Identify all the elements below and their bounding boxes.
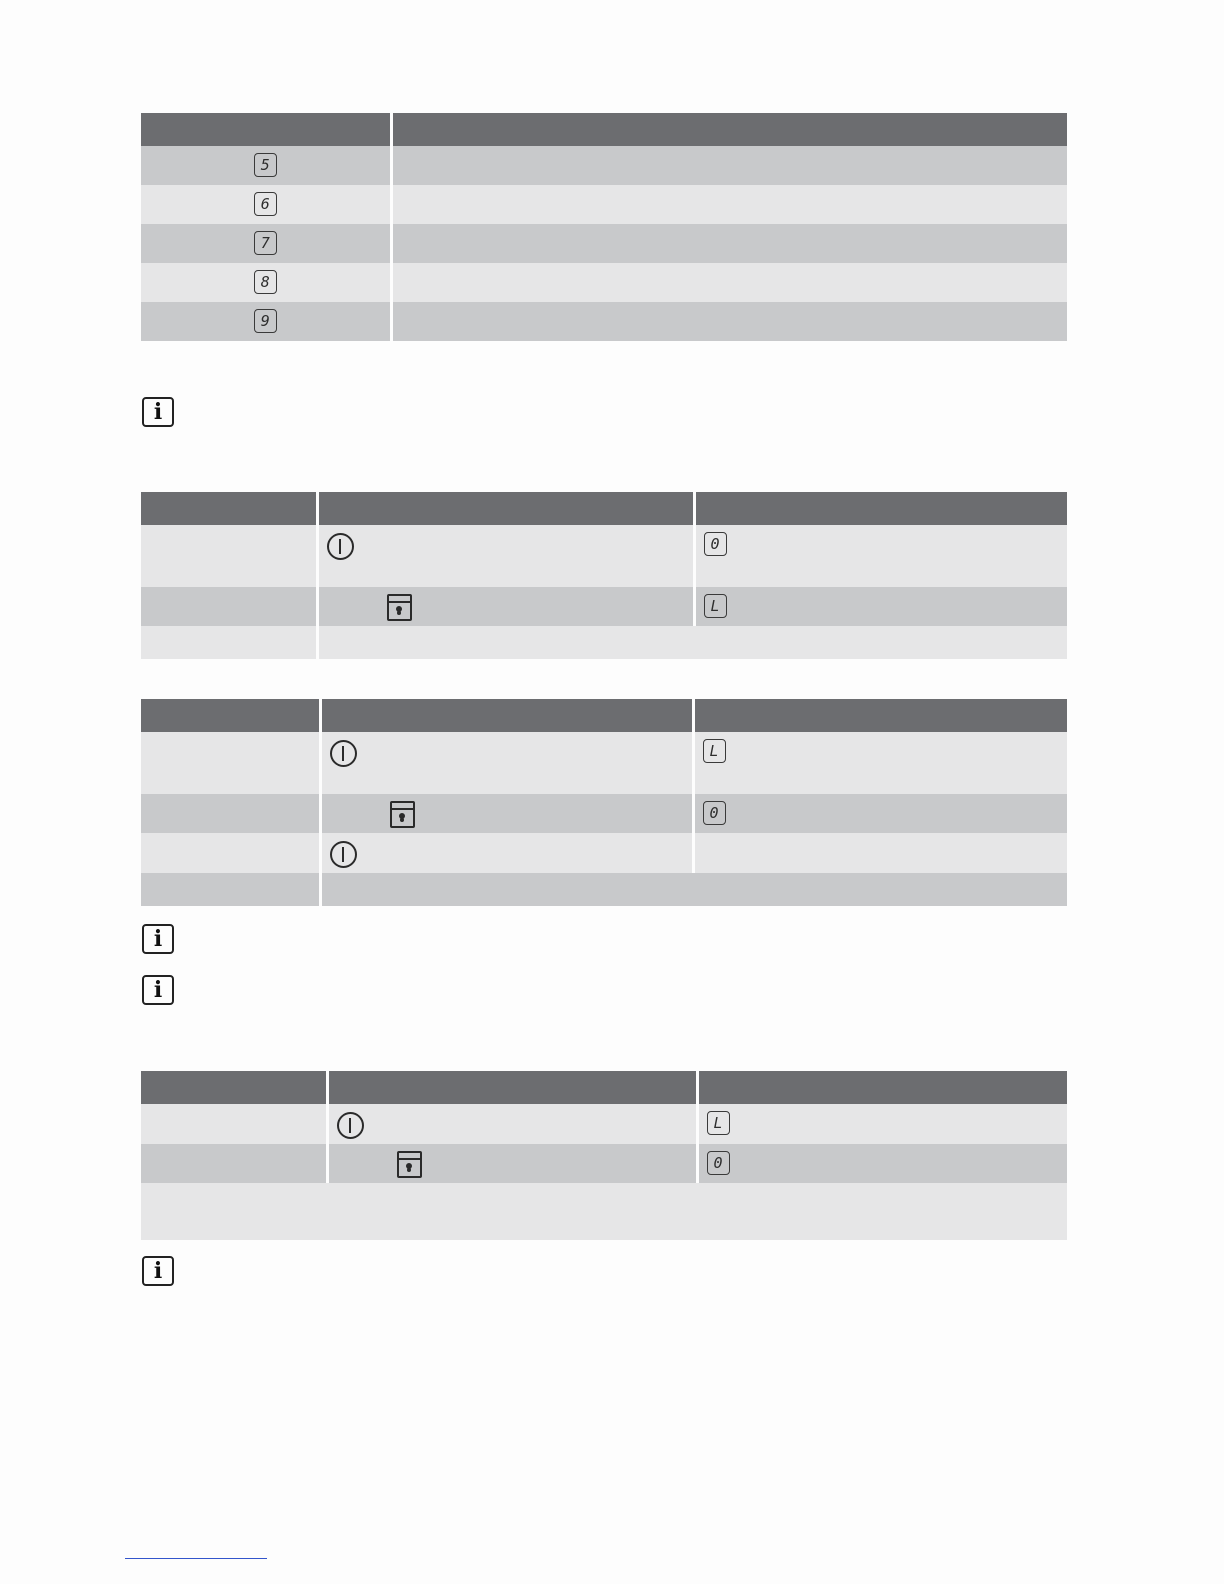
description-cell: [391, 224, 1067, 263]
display-digit-icon: 9: [254, 309, 277, 333]
note-cell: [141, 1183, 1067, 1240]
step-cell: [141, 732, 320, 794]
header-cell: [141, 113, 391, 146]
step-cell: [141, 626, 317, 659]
note-cell: [320, 873, 1067, 906]
header-cell: [391, 113, 1067, 146]
display-digit-icon: 6: [254, 192, 277, 216]
display-digit-icon: L: [703, 739, 726, 763]
description-cell: [391, 146, 1067, 185]
display-digit-icon: L: [704, 594, 727, 618]
step-cell: [141, 1104, 327, 1144]
step-cell: [141, 833, 320, 873]
description-cell: [391, 263, 1067, 302]
info-icon: i: [142, 924, 174, 954]
display-digit-icon: 0: [704, 532, 727, 556]
step-cell: [141, 794, 320, 833]
display-digit-icon: L: [707, 1111, 730, 1135]
lock-icon: [390, 801, 415, 828]
description-cell: [391, 185, 1067, 224]
description-cell: [391, 302, 1067, 341]
lock-on-table: [141, 492, 1067, 659]
heat-level-table: [141, 113, 1067, 341]
lock-icon: [397, 1151, 422, 1178]
info-icon: i: [142, 397, 174, 427]
display-digit-icon: 0: [703, 801, 726, 825]
note-cell: [317, 626, 1067, 659]
display-digit-icon: 8: [254, 270, 277, 294]
display-cell: [693, 833, 1067, 873]
lock-icon: [387, 594, 412, 621]
power-icon: [327, 533, 354, 560]
lock-off-table: [141, 699, 1067, 906]
step-cell: [141, 587, 317, 626]
footer-link[interactable]: [125, 1558, 267, 1559]
display-digit-icon: 0: [707, 1151, 730, 1175]
display-digit-icon: 7: [254, 231, 277, 255]
power-icon: [337, 1112, 364, 1139]
step-cell: [141, 873, 320, 906]
power-icon: [330, 841, 357, 868]
step-cell: [141, 1144, 327, 1183]
step-cell: [141, 525, 317, 587]
override-table: [141, 1071, 1067, 1240]
display-digit-icon: 5: [254, 153, 277, 177]
info-icon: i: [142, 975, 174, 1005]
power-icon: [330, 740, 357, 767]
info-icon: i: [142, 1256, 174, 1286]
